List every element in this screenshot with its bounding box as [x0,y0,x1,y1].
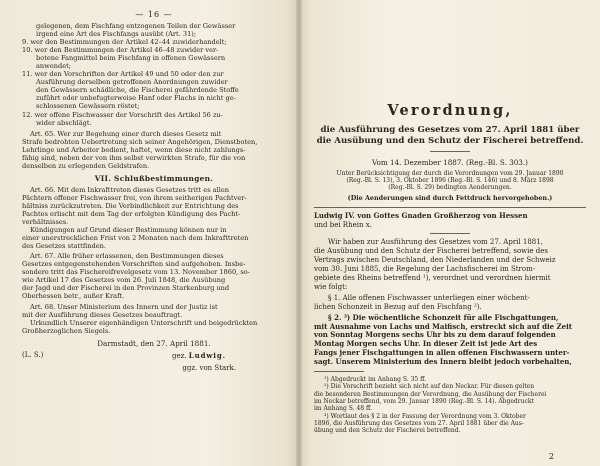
article-line: Pächtern offener Fischwasser frei, von ihrem seitherigen Pachtver- [22,193,247,202]
article-line: Urkundlich Unserer eigenhändigen Unterschrift und beigedrückten [30,318,258,327]
list-line: 11. wer den Vorschriften der Artikel 49 und 50 oder den zur [22,70,224,79]
ordinance-date: Vom 14. Dezember 1887. (Reg.-Bl. S. 303.) [372,158,528,167]
footnote-line: ¹) Abgedruckt im Anhang S. 35 ff. [324,376,427,384]
footnote-line: übung und den Schutz der Fischerei betreffend. [314,427,461,435]
divider [430,151,470,152]
article-line: des Gesetzes stattfinden. [22,242,106,251]
ordinance-title: Verordnung, [387,102,513,119]
list-line: zuführt oder unbefugterweise Hanf oder Flachs in nicht ge- [36,94,236,103]
paragraph-line: Wir haben zur Ausführung des Gesetzes vom 27. April 1881, [328,238,543,247]
article-line: mit der Ausführung dieses Gesetzes beauftragt. [22,310,183,319]
article-line: einer unerstrecklichen Frist von 2 Monaten nach dem Inkrafttreten [22,234,249,243]
article-line: Art. 68. Unser Ministerium des Innern und der Justiz ist [30,302,218,311]
article-line: hältniss zurückzutreten. Die Verbindlichkeit zur Entrichtung des [22,201,239,210]
article-line: denselben zu erlegenden Geldstrafen. [22,161,150,170]
footnote-line: die besonderen Bestimmungen der Verordnung, die Ausübung der Fischerei [314,390,547,398]
paragraph-line: lichen Schonzeit in Bezug auf den Fischfang ²). [314,302,482,311]
paragraph-line: von Sonntag Morgens sechs Uhr bis zu dem darauf folgenden [314,330,556,340]
paragraph-line: gebiete des Rheins betreffend ¹), verordnet und verordnen hiermit [314,274,551,283]
subtitle-line: die Ausführung des Gesetzes vom 27. April 1881 über [320,125,580,135]
seal-mark: (L. S.) [22,350,44,359]
list-line: 9. wer den Bestimmungen der Artikel 42–44 zuwiderhandelt; [22,38,227,47]
amendment-note [314,170,586,192]
list-line: anwendet; [36,62,71,71]
list-line: schlossenen Gewässern röstet; [36,102,140,111]
footnote-line: im Neckar betreffend, vom 29. Januar 1890 (Reg.-Bl. S. 14). Abgedruckt [314,398,534,405]
article-line: Gesetzes entgegenstehenden Vorschriften sind aufgehoben. Insbe- [22,260,246,269]
note-line: Unter Berücksichtigung der durch die Verordnungen vom 29. Januar 1890 [336,170,564,177]
footnotes [314,376,586,434]
paragraph-line: Vertrags zwischen Deutschland, den Niederlanden und der Schweiz [314,256,556,265]
left-page-number: — 16 — [135,10,173,19]
signature-name: Ludwig. [188,350,226,360]
article-line: wie Artikel 17 des Gesetzes vom 26. Juli 1848, die Ausübung [22,276,226,285]
article-line: der Jagd und der Fischerei in den Provinzen Starkenburg und [22,284,230,293]
intro-paragraph [314,238,586,291]
footnote-line: ³) Wortlaut des § 2 in der Fassung der Verordnung vom 3. Oktober [324,412,526,420]
right-page [298,0,600,466]
article-line: Art. 66. Mit dem Inkrafttreten dieses Gesetzes tritt es allen [30,185,229,194]
preamble-line: Ludwig IV. von Gottes Gnaden Großherzog von Hessen [314,210,528,220]
list-line: Ausführung derselben getroffenen Anordnungen zuwider [36,78,228,87]
note-line: (Reg.-Bl. S. 29) bedingten Aenderungen. [388,184,512,192]
article-line: Lehrlinge und Arbeiter bedient, haftet, wenn diese nicht zahlungs- [22,145,246,154]
article-line: Art. 65. Wer zur Begehung einer durch dieses Gesetz mit [30,129,222,138]
right-page-number: 2 [548,452,554,461]
left-page [0,0,298,466]
footnote-line: ²) Die Vorschrift bezieht sich nicht auf den Neckar. Für diesen gelten [324,383,535,391]
paragraph-line: § 2. ³) Die wöchentliche Schonzeit für alle Fischgattungen, [328,312,559,322]
article-line: Großherzoglichen Siegels. [22,326,111,335]
list-line: 10. wer den Bestimmungen der Artikel 46–48 zuwider ver- [22,46,219,55]
paragraph-line: die Ausübung und den Schutz der Fischerei betreffend, sowie des [314,247,549,256]
article-line: Strafe bedrohten Uebertretung sich seiner Angehörigen, Dienstboten, [22,137,258,146]
article-line: Oberhessen betr., außer Kraft. [22,292,125,301]
list-line: gelegenen, dem Fischfang entzogenen Teilen der Gewässer [36,22,236,30]
book-gutter [296,0,302,466]
amendment-note-bold: (Die Aenderungen sind durch Fettdruck hervorgehoben.) [347,193,553,202]
list-line: wider abschlägt. [36,118,92,127]
paragraph-line: wie folgt: [314,282,348,291]
list-line: irgend eine Art des Fischfangs ausübt (Art. 31); [36,30,197,39]
paragraph-line: Fangs jener Fischgattungen in allen offenen Fischwassern unter- [314,348,570,358]
signature-block [172,351,226,360]
footnote-divider [314,371,364,372]
paragraph-line: sagt. Unserem Ministerium des Innern bleibt jedoch vorbehalten, [314,357,572,367]
countersignature: ggz. von Stark. [182,363,236,372]
section-2 [314,314,586,367]
divider [430,233,470,234]
section-heading: VII. Schlußbestimmungen. [94,173,214,183]
article-67 [22,252,286,300]
list-line: den Gewässern schädliche, die Fischerei gefährdende Stoffe [36,86,239,95]
note-line: (Reg.-Bl. S. 13), 3. Oktober 1896 (Reg.-Bl. S. 146) und 8. März 1898 [346,177,554,185]
divider [314,207,586,208]
paragraph-line: § 1. Alle offenen Fischwasser unterliegen einer wöchent- [328,293,530,302]
list-line: 12. wer offene Fischwasser der Vorschrift des Artikel 56 zu- [22,110,223,119]
signature-row [22,351,286,360]
preamble [314,212,586,230]
article-line: Pachtes erlischt mit dem Tag der erfolgten Kündigung des Pacht- [22,209,241,218]
paragraph-line: Montag Morgen sechs Uhr. In dieser Zeit ist jede Art des [314,339,538,349]
paragraph-line: vom 30. Juni 1885, die Regelung der Lachsfischerei im Strom- [314,265,536,274]
subtitle-line: die Ausübung und den Schutz der Fischerei betreffend. [316,136,584,146]
footnote-line: 1896, die Ausführung des Gesetzes vom 27. April 1881 über die Aus- [314,419,524,427]
list-line: botene Fangmittel beim Fischfang in offenen Gewässern [36,54,226,63]
paragraph-line: mit Ausnahme von Lachs und Maifisch, erstreckt sich auf die Zeit [314,321,572,331]
article-66 [22,186,286,250]
article-line: Kündigungen auf Grund dieser Bestimmung können nur in [30,226,227,235]
ordinance-subtitle [314,125,586,147]
numbered-list [22,22,286,127]
place-date: Darmstadt, den 27. April 1881. [97,338,211,348]
section-1 [314,294,586,312]
footnote-line: im Anhang S. 48 ff. [314,405,372,413]
article-line: sondere tritt das Fischereifrevelgesetz vom 13. November 1860, so- [22,268,250,277]
article-line: Art. 67. Alle früher erlassenen, den Bestimmungen dieses [30,252,224,261]
article-65 [22,130,286,170]
article-line: fähig sind, neben der von ihm selbst verwirkten Strafe, für die von [22,153,246,162]
article-line: verhältnisses. [22,218,69,227]
preamble-line: und bei Rhein x. [314,220,372,229]
article-68 [22,303,286,335]
signature-prefix: gez. [171,351,187,360]
